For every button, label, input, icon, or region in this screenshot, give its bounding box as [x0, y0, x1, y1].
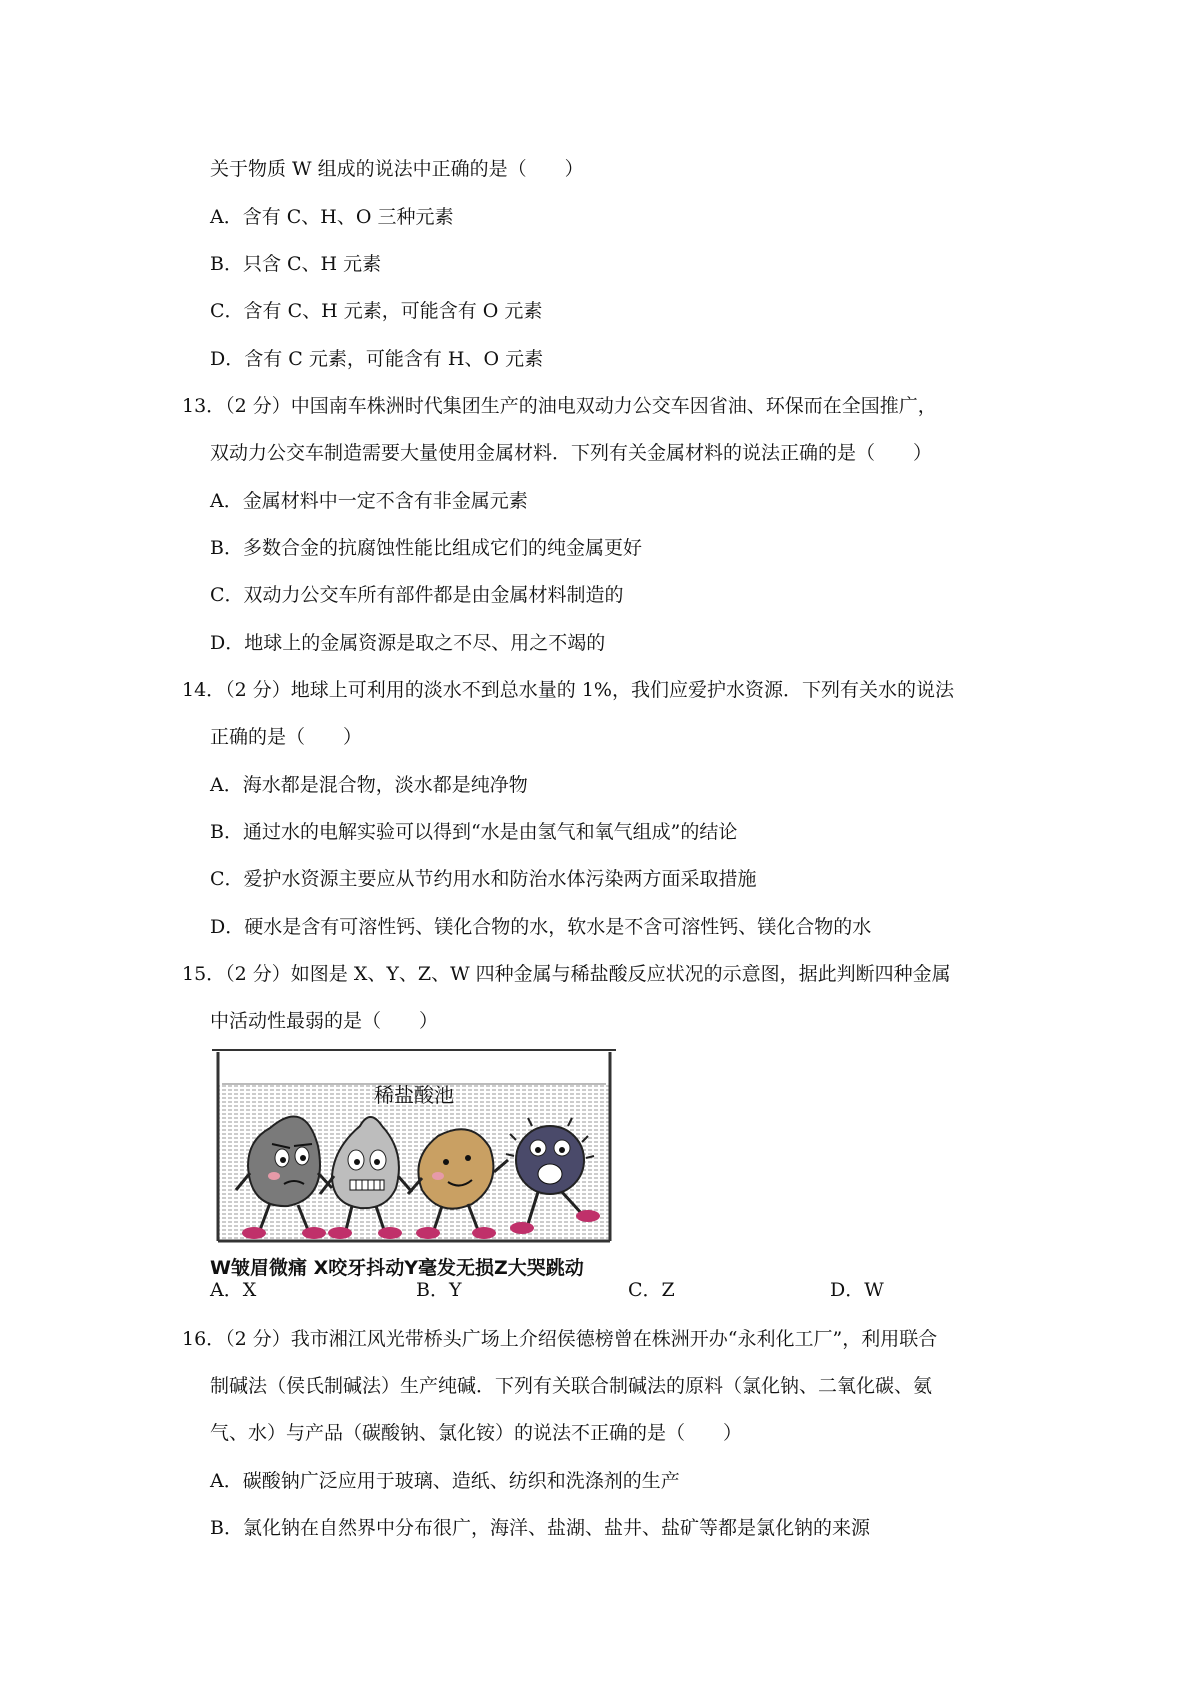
q13-stem-line2: 双动力公交车制造需要大量使用金属材料．下列有关金属材料的说法正确的是（ ）: [210, 442, 933, 464]
q12-option-c: C．含有 C、H 元素，可能含有 O 元素: [210, 300, 543, 322]
q14-option-b: B．通过水的电解实验可以得到“水是由氢气和氧气组成”的结论: [210, 821, 738, 843]
q13-option-b: B．多数合金的抗腐蚀性能比组成它们的纯金属更好: [210, 537, 642, 559]
q13-option-a: A．金属材料中一定不含有非金属元素: [210, 490, 528, 512]
q12-option-b: B．只含 C、H 元素: [210, 253, 382, 275]
q12-stem: 关于物质 W 组成的说法中正确的是（ ）: [210, 158, 584, 180]
q16-stem-line3: 气、水）与产品（碳酸钠、氯化铵）的说法不正确的是（ ）: [210, 1422, 743, 1444]
pool-label: 稀盐酸池: [374, 1083, 454, 1107]
q15-option-b: B．Y: [416, 1279, 462, 1301]
q15-option-d: D．W: [830, 1279, 884, 1301]
q15-option-a: A．X: [210, 1279, 257, 1301]
q14-stem-line2: 正确的是（ ）: [210, 726, 363, 748]
acid-pool-figure: [210, 1048, 618, 1286]
q13-option-c: C．双动力公交车所有部件都是由金属材料制造的: [210, 584, 624, 606]
q14-option-d: D．硬水是含有可溶性钙、镁化合物的水，软水是不含可溶性钙、镁化合物的水: [210, 916, 872, 938]
q13-stem-line1: 13．（2 分）中国南车株洲时代集团生产的油电双动力公交车因省油、环保而在全国推广，: [182, 395, 937, 417]
q14-stem-line1: 14．（2 分）地球上可利用的淡水不到总水量的 1%，我们应爱护水资源．下列有关水的说法: [182, 679, 954, 701]
q15-option-c: C．Z: [628, 1279, 675, 1301]
q12-option-d: D．含有 C 元素，可能含有 H、O 元素: [210, 348, 544, 370]
q16-option-b: B．氯化钠在自然界中分布很广，海洋、盐湖、盐井、盐矿等都是氯化钠的来源: [210, 1517, 870, 1539]
q12-option-a: A．含有 C、H、O 三种元素: [210, 206, 454, 228]
q14-option-c: C．爱护水资源主要应从节约用水和防治水体污染两方面采取措施: [210, 868, 757, 890]
q15-stem-line2: 中活动性最弱的是（ ）: [210, 1010, 439, 1032]
q15-stem-line1: 15．（2 分）如图是 X、Y、Z、W 四种金属与稀盐酸反应状况的示意图，据此判断四种金属: [182, 963, 951, 985]
q13-option-d: D．地球上的金属资源是取之不尽、用之不竭的: [210, 632, 606, 654]
figure-caption: W皱眉微痛 X咬牙抖动Y毫发无损Z大哭跳动: [210, 1257, 584, 1279]
q16-option-a: A．碳酸钠广泛应用于玻璃、造纸、纺织和洗涤剂的生产: [210, 1470, 680, 1492]
q16-stem-line1: 16．（2 分）我市湘江风光带桥头广场上介绍侯德榜曾在株洲开办“永利化工厂”，利用联合: [182, 1328, 938, 1350]
q16-stem-line2: 制碱法（侯氏制碱法）生产纯碱．下列有关联合制碱法的原料（氯化钠、二氧化碳、氨: [210, 1375, 933, 1397]
q14-option-a: A．海水都是混合物，淡水都是纯净物: [210, 774, 528, 796]
